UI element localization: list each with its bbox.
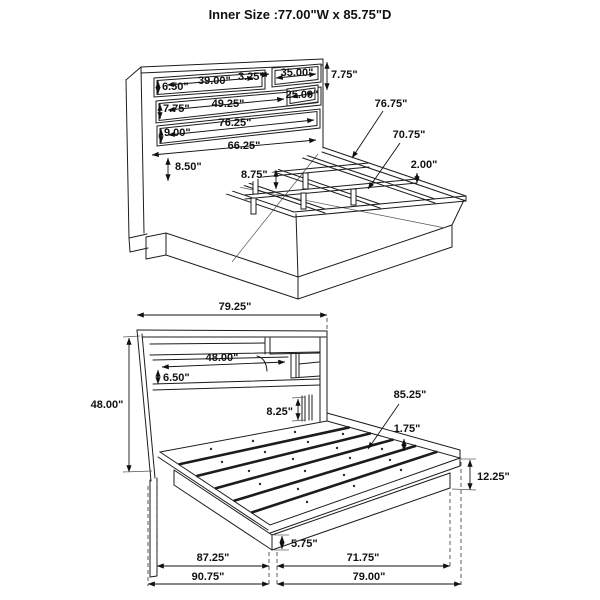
dim-lower-height: 8.50" — [175, 161, 202, 173]
dim-inner-width: 66.25" — [227, 140, 261, 152]
dim-shelf1-height: 6.50" — [162, 81, 189, 93]
dim-side-rail-length: 76.75" — [374, 98, 408, 110]
inner-size-title: Inner Size :77.00"W x 85.75"D — [208, 7, 392, 22]
dim-shelf1-width: 39.00" — [198, 75, 231, 87]
dim-mattress-depth: 85.25" — [393, 389, 427, 401]
dim-shelf2-width: 49.25" — [211, 98, 245, 110]
dim-shelf2-right-width: 25.00" — [285, 89, 319, 101]
dim-leg-height: 8.75" — [241, 169, 268, 181]
dim-headboard-height: 48.00" — [90, 399, 124, 411]
dim-headboard-deck-gap: 8.25" — [266, 406, 293, 418]
dim-shelf1-right-width: 35.00" — [280, 67, 314, 79]
dim-platform-side-height: 12.25" — [477, 471, 510, 483]
dim-headboard-width: 79.25" — [218, 301, 252, 313]
dim-rail-thickness: 2.00" — [410, 159, 438, 171]
dim-shelf1-divider: 3.25" — [238, 71, 265, 83]
dim-overall-depth: 90.75" — [191, 571, 225, 583]
dim-platform-width: 71.75" — [346, 552, 380, 564]
dim-shelf3-width: 76.25" — [218, 117, 252, 129]
dim-slat-gap: 1.75" — [393, 423, 421, 435]
top-view-headboard — [126, 59, 323, 252]
dim-top-section-height: 7.75" — [331, 69, 358, 81]
dim-shelf-opening-height: 6.50" — [163, 372, 190, 384]
dim-platform-depth: 87.25" — [196, 552, 230, 564]
dim-overall-width: 79.00" — [352, 571, 386, 583]
dim-center-rail-length: 70.75" — [392, 129, 426, 141]
front-view-assembled-bed — [91, 301, 510, 586]
dim-shelf3-height: 9.00" — [164, 127, 191, 139]
dim-shelf-opening-width: 48.00" — [205, 352, 239, 364]
top-view-frame-structure — [126, 59, 466, 299]
dim-plinth-front-height: 5.75" — [291, 538, 318, 550]
dim-shelf2-height: 7.75" — [163, 103, 190, 115]
